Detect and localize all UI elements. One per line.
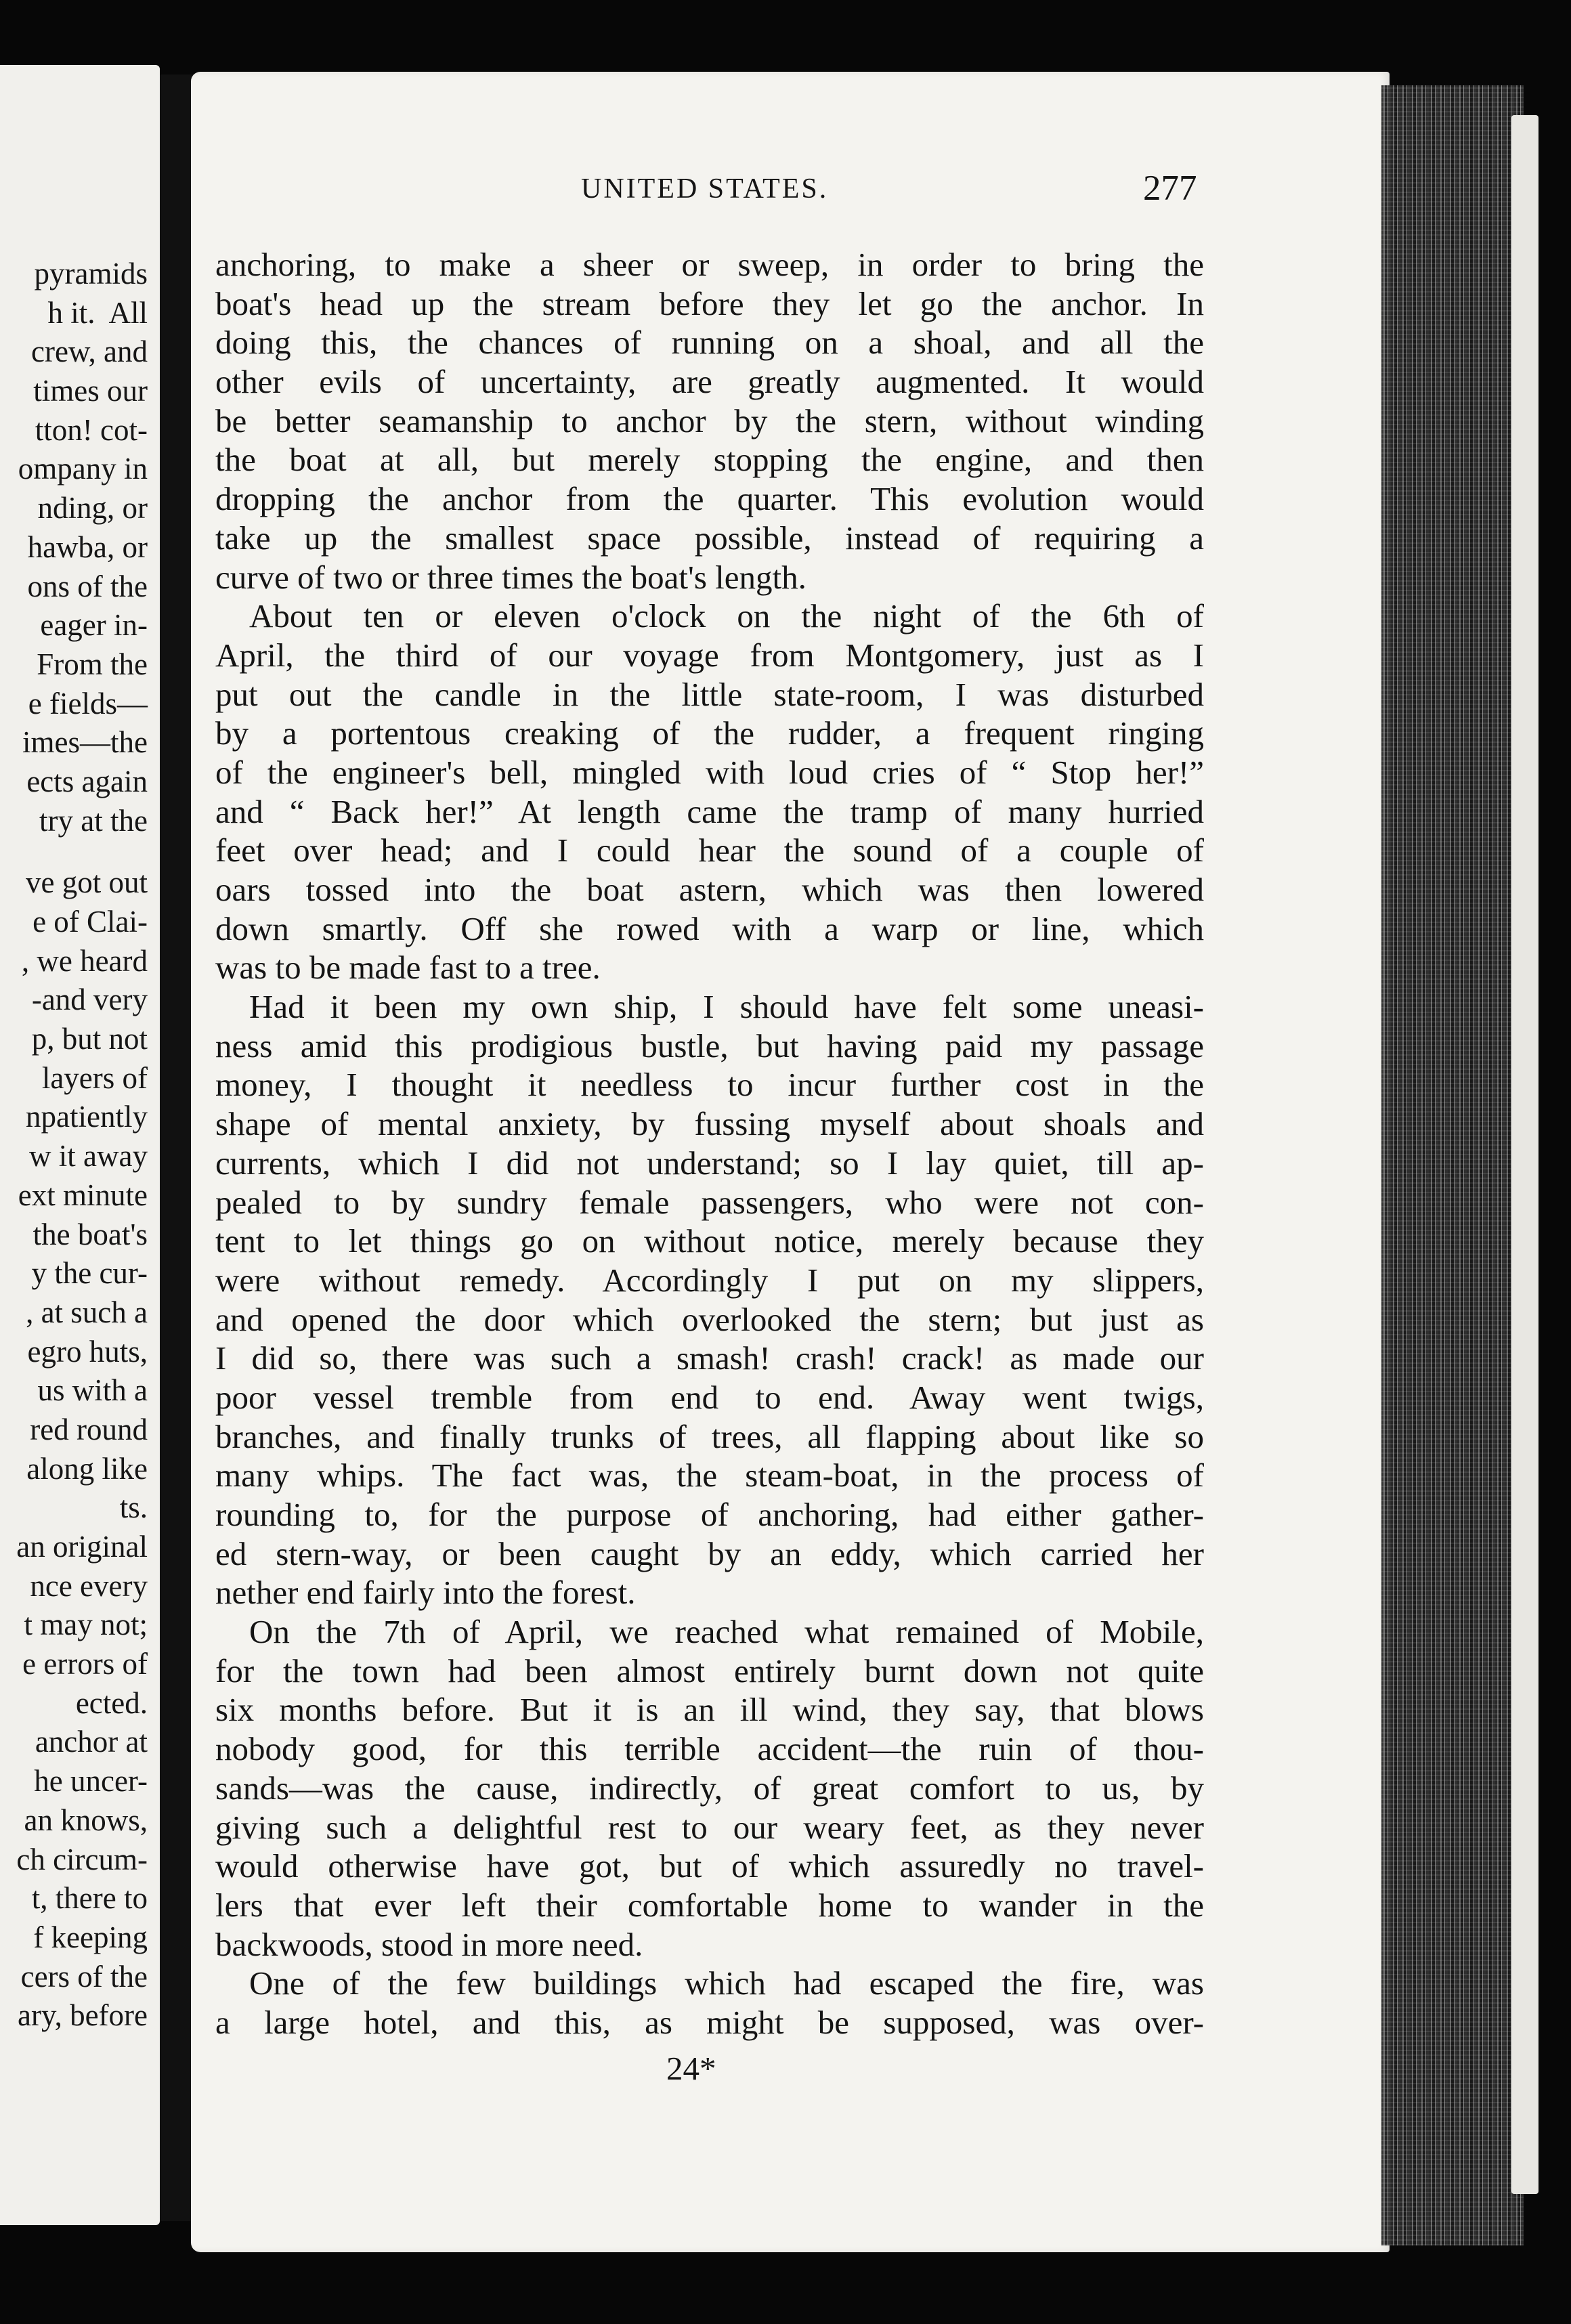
previous-page-line: ve got out — [26, 865, 148, 900]
text-line: On the 7th of April, we reached what remained of Mobile, — [249, 1613, 1204, 1651]
text-line: dropping the anchor from the quarter. This evolution would — [215, 480, 1204, 518]
previous-page-line: y the cur- — [31, 1256, 148, 1291]
text-line: other evils of uncertainty, are greatly augmented. It would — [215, 363, 1204, 401]
text-line: the boat at all, but merely stopping the engine, and then — [215, 441, 1204, 479]
previous-page-line: , at such a — [26, 1295, 148, 1329]
previous-page-line — [16, 840, 148, 863]
previous-page-line: nding, or — [37, 491, 148, 525]
text-line: boat's head up the stream before they let go the anchor. In — [215, 284, 1204, 322]
previous-page-line: e errors of — [22, 1647, 148, 1681]
text-line: feet over head; and I could hear the sound of a couple of — [215, 832, 1204, 869]
text-line: branches, and finally trunks of trees, all flapping about like so — [215, 1417, 1204, 1455]
text-line: poor vessel tremble from end to end. Away went twigs, — [215, 1378, 1204, 1416]
text-line: take up the smallest space possible, instead of requiring a — [215, 519, 1204, 557]
text-line: sands—was the cause, indirectly, of great comfort to us, by — [215, 1769, 1204, 1807]
page-edges — [1381, 85, 1524, 2245]
previous-page-line: along like — [26, 1451, 148, 1486]
signature-mark: 24* — [666, 2050, 716, 2087]
previous-page-text — [16, 255, 148, 2036]
previous-page-line: the boat's — [33, 1217, 148, 1251]
previous-page-line: tton! cot- — [35, 412, 148, 447]
text-line: backwoods, stood in more need. — [215, 1925, 643, 1963]
text-line: shape of mental anxiety, by fussing myself about shoals and — [215, 1105, 1204, 1143]
previous-page-line: times our — [33, 374, 148, 408]
text-line: ness amid this prodigious bustle, but having paid my passage — [215, 1027, 1204, 1064]
text-line: anchoring, to make a sheer or sweep, in order to bring the — [215, 246, 1204, 283]
previous-page-line: imes—the — [22, 725, 148, 760]
previous-page-line: npatiently — [26, 1100, 148, 1134]
text-line: ed stern-way, or been caught by an eddy, which carried her — [215, 1534, 1204, 1572]
previous-page-line: red round — [30, 1412, 148, 1446]
text-line: was to be made fast to a tree. — [215, 949, 601, 987]
text-line: were without remedy. Accordingly I put on my slippers, — [215, 1261, 1204, 1299]
previous-page-line: nce every — [30, 1568, 148, 1603]
previous-page-line: us with a — [37, 1373, 148, 1408]
text-line: One of the few buildings which had escaped the fire, was — [249, 1964, 1204, 2002]
text-line: pealed to by sundry female passengers, who were not con- — [215, 1183, 1204, 1221]
previous-page-line: he uncer- — [34, 1764, 148, 1799]
previous-page-line: anchor at — [35, 1725, 148, 1759]
text-line: rounding to, for the purpose of anchoring, had either gather- — [215, 1496, 1204, 1533]
text-line: giving such a delightful rest to our weary feet, as they never — [215, 1808, 1204, 1846]
previous-page-line: hawba, or — [27, 530, 148, 564]
previous-page-line: w it away — [29, 1139, 148, 1174]
text-line: six months before. But it is an ill wind, they say, that blows — [215, 1691, 1204, 1729]
previous-page-line: t, there to — [31, 1881, 148, 1916]
previous-page-line: , we heard — [21, 943, 148, 978]
text-line: of the engineer's bell, mingled with loud cries of “ Stop her!” — [215, 753, 1204, 791]
previous-page-line: p, but not — [31, 1022, 148, 1056]
text-line: put out the candle in the little state-room, I was disturbed — [215, 675, 1204, 713]
previous-page-line: f keeping — [33, 1920, 148, 1954]
running-head: UNITED STATES. — [581, 173, 829, 205]
text-line: and “ Back her!” At length came the tramp of many hurried — [215, 792, 1204, 830]
previous-page-line: t may not; — [24, 1608, 148, 1642]
previous-page-line: layers of — [41, 1060, 148, 1095]
text-line: money, I thought it needless to incur further cost in the — [215, 1066, 1204, 1104]
previous-page-line: ts. — [119, 1490, 148, 1525]
text-line: by a portentous creaking of the rudder, a frequent ringing — [215, 714, 1204, 752]
previous-page-line: ected. — [75, 1685, 148, 1720]
previous-page-line: ons of the — [27, 569, 148, 603]
previous-page-line: eager in- — [40, 608, 148, 643]
previous-page-line: crew, and — [31, 335, 148, 369]
text-line: a large hotel, and this, as might be supposed, was over- — [215, 2003, 1204, 2041]
previous-page-line: ompany in — [18, 452, 148, 486]
page-number: 277 — [1143, 169, 1197, 208]
previous-page-line: cers of the — [20, 1959, 148, 1994]
previous-page-line: ary, before — [18, 1998, 148, 2033]
text-line: nobody good, for this terrible accident—the ruin of thou- — [215, 1730, 1204, 1768]
previous-page-line: an original — [16, 1530, 148, 1564]
previous-page-line: an knows, — [24, 1803, 148, 1837]
text-line: April, the third of our voyage from Montgomery, just as I — [215, 636, 1204, 674]
text-line: be better seamanship to anchor by the stern, without winding — [215, 402, 1204, 439]
text-line: and opened the door which overlooked the stern; but just as — [215, 1300, 1204, 1338]
text-line: lers that ever left their comfortable home to wander in the — [215, 1886, 1204, 1924]
previous-page-line: h it. All — [47, 295, 148, 330]
previous-page-line: ch circum- — [16, 1842, 148, 1876]
text-line: would otherwise have got, but of which assuredly no travel- — [215, 1847, 1204, 1885]
previous-page-line: egro huts, — [27, 1334, 148, 1369]
text-line: Had it been my own ship, I should have felt some uneasi- — [249, 988, 1204, 1026]
previous-page-line: -and very — [31, 983, 148, 1017]
body-text — [215, 245, 1204, 2042]
text-line: oars tossed into the boat astern, which was then lowered — [215, 871, 1204, 908]
previous-page-fragment — [0, 65, 160, 2225]
text-line: tent to let things go on without notice, merely because they — [215, 1222, 1204, 1260]
previous-page-line: From the — [37, 647, 148, 681]
previous-page-line: pyramids — [34, 257, 148, 290]
text-line: currents, which I did not understand; so I lay quiet, till ap- — [215, 1144, 1204, 1182]
back-cover-edge — [1511, 115, 1538, 2194]
previous-page-line: e fields— — [28, 686, 148, 720]
previous-page-line: e of Clai- — [33, 905, 148, 939]
text-line: About ten or eleven o'clock on the night of the 6th of — [249, 597, 1204, 635]
text-line: doing this, the chances of running on a shoal, and all the — [215, 324, 1204, 362]
previous-page-line: try at the — [39, 803, 148, 838]
text-line: curve of two or three times the boat's length. — [215, 558, 806, 596]
text-line: down smartly. Off she rowed with a warp or line, which — [215, 909, 1204, 947]
text-line: I did so, there was such a smash! crash! crack! as made our — [215, 1339, 1204, 1377]
text-line: many whips. The fact was, the steam-boat, in the process of — [215, 1457, 1204, 1494]
previous-page-line: ext minute — [18, 1178, 148, 1212]
text-line: nether end fairly into the forest. — [215, 1574, 636, 1612]
text-line: for the town had been almost entirely burnt down not quite — [215, 1652, 1204, 1690]
previous-page-line: ects again — [26, 764, 148, 798]
